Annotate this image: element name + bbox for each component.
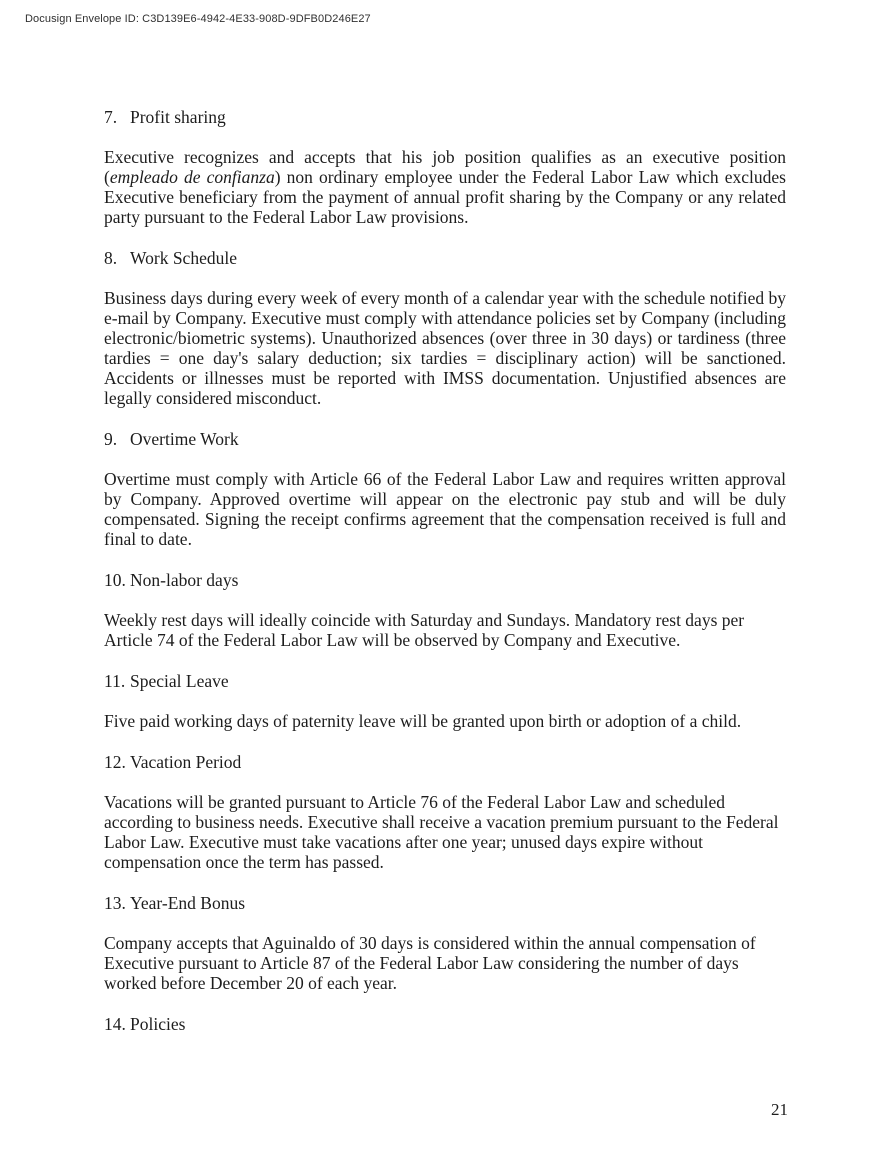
section-7-text-continued: ) non ordinary employee under the Federal Labor Law which excludes Executive beneficiary from the payment of annual profit sharing by the Company or any related party pursuant to the Federal Labor Law provisions. [104,167,786,227]
section-7-text: Executive recognizes and accepts that his job position qualifies as an executive position ( [104,147,786,187]
section-11-number: 11. [104,671,126,691]
section-7-paragraph [104,147,786,227]
section-9-heading [104,429,786,449]
section-13-title: Year-End Bonus [130,893,246,913]
section-12-heading [104,752,786,772]
section-14-heading [104,1014,786,1034]
section-12-number: 12. [104,752,126,772]
page-number: 21 [771,1100,788,1119]
section-14-title: Policies [130,1014,186,1034]
section-8-title: Work Schedule [130,248,237,268]
section-11-paragraph: Five paid working days of paternity leave will be granted upon birth or adoption of a child. [104,711,742,731]
section-10-number: 10. [104,570,126,590]
section-8-paragraph: Business days during every week of every month of a calendar year with the schedule notified by e-mail by Company. Executive must comply with attendance policies set by Company (including electronic/biometric systems). Unauthorized absences (over three in 30 days) or tardiness (three tardies = one day's salary deduction; six tardies = disciplinary action) will be sanctioned. Accidents or illnesses must be reported with IMSS documentation. Unjustified absences are legally considered misconduct. [104,288,786,408]
section-13-paragraph: Company accepts that Aguinaldo of 30 days is considered within the annual compensation of Executive pursuant to Article 87 of the Federal Labor Law considering the number of days worked before December 20 of each year. [104,933,756,993]
section-13-heading [104,893,786,913]
section-9-number: 9. [104,429,118,449]
section-14-number: 14. [104,1014,126,1034]
section-7-italic-phrase: empleado de confianza [109,167,275,187]
section-9-title: Overtime Work [130,429,239,449]
section-12-title: Vacation Period [130,752,242,772]
section-7-title: Profit sharing [130,107,226,127]
section-7-heading [104,107,786,127]
section-11-title: Special Leave [130,671,229,691]
section-10-paragraph: Weekly rest days will ideally coincide with Saturday and Sundays. Mandatory rest days per Article 74 of the Federal Labor Law will be observed by Company and Executive. [104,610,745,650]
section-10-title: Non-labor days [130,570,239,590]
section-10-heading [104,570,786,590]
section-13-number: 13. [104,893,126,913]
section-8-number: 8. [104,248,118,268]
section-12-paragraph: Vacations will be granted pursuant to Article 76 of the Federal Labor Law and scheduled according to business needs. Executive shall receive a vacation premium pursuant to the Federal Labor Law. Executive must take vacations after one year; unused days expire without compensation once the term has passed. [104,792,779,872]
document-body [104,107,786,1054]
section-7-number: 7. [104,107,118,127]
section-8-heading [104,248,786,268]
docusign-envelope-id: Docusign Envelope ID: C3D139E6-4942-4E33-908D-9DFB0D246E27 [25,13,371,25]
section-9-paragraph: Overtime must comply with Article 66 of the Federal Labor Law and requires written approval by Company. Approved overtime will appear on the electronic pay stub and will be duly compensated. Signing the receipt confirms agreement that the compensation received is full and final to date. [104,469,786,549]
section-11-heading [104,671,786,691]
